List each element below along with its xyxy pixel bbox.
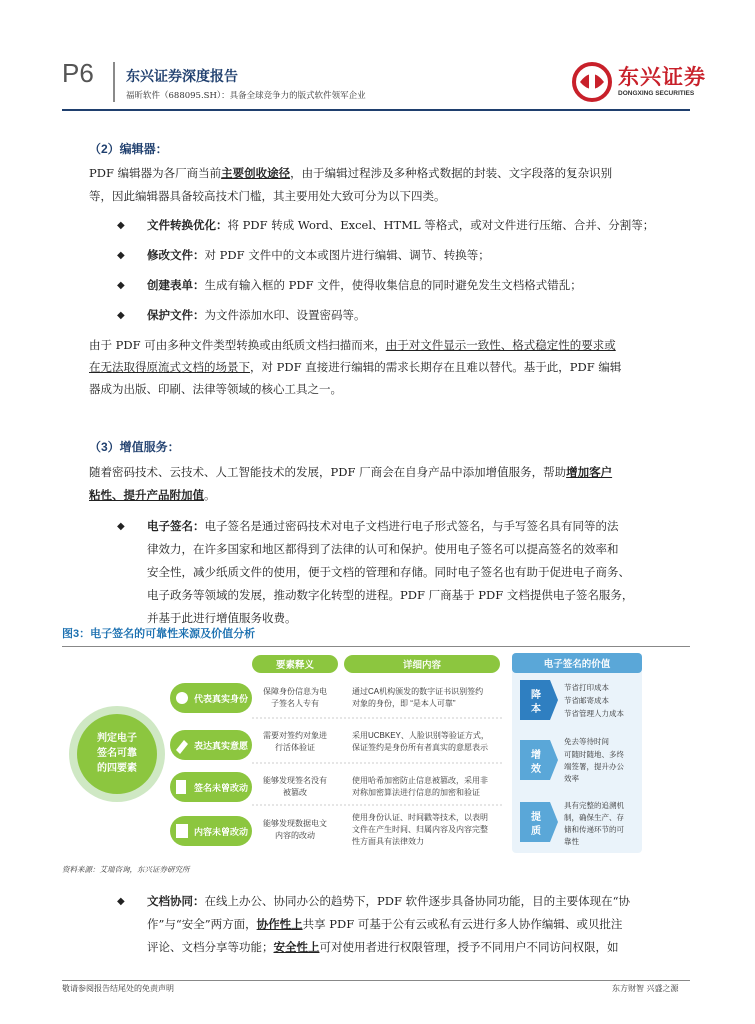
row-1-detail-2: 对象的身份，即 “是本人可靠” <box>352 699 456 708</box>
row-4-detail-2: 文件在产生时间、归属内容及内容完整 <box>352 825 488 834</box>
section2-heading: （2）编辑器： <box>89 142 168 156</box>
header-divider <box>113 62 115 102</box>
logo-cn: 东兴证券 <box>618 66 706 89</box>
row-2-detail-2: 保证签约是身份所有者真实的意愿表示 <box>352 743 488 752</box>
bullet-icon: ◆ <box>117 250 125 261</box>
footer-disclaimer: 敬请参阅报告结尾处的免责声明 <box>62 984 174 993</box>
section2-outro-line2: 在无法取得原流式文档的场景下，对 PDF 直接进行编辑的需求长期存在且难以替代。基于此，PDF 编辑 <box>89 360 622 374</box>
footer-slogan: 东方财智 兴盛之源 <box>612 984 679 993</box>
row-2-detail-1: 采用UCBKEY、人脸识别等验证方式， <box>352 731 489 740</box>
content-icon <box>176 824 188 838</box>
esign-line5: 并基于此进行增值服务收费。 <box>147 611 297 625</box>
report-subtitle: 福昕软件（688095.SH）：具备全球竞争力的版式软件领军企业 <box>126 91 366 101</box>
value-2-item-4: 效率 <box>564 774 579 783</box>
row-3-detail-1: 使用哈希加密防止信息被篡改，采用非 <box>352 776 488 785</box>
row-3-detail-2: 对称加密算法进行信息的加密和验证 <box>352 788 480 797</box>
row-4 <box>170 812 488 846</box>
value-2-badge-2: 效 <box>531 764 541 775</box>
row-3-def-2: 被篡改 <box>283 788 307 797</box>
section2-outro-line3: 器成为出版、印刷、法律等领域的核心工具之一。 <box>89 382 342 396</box>
row-4-def-1: 能够发现数据电文 <box>263 819 327 828</box>
row-3-def-1: 能够发现签名没有 <box>263 776 327 785</box>
bullet-icon: ◆ <box>117 220 125 231</box>
section2-outro-line1: 由于 PDF 可由多种文件类型转换或由纸质文档扫描而来，由于对文件显示一致性、格式稳定性的要求或 <box>89 338 616 352</box>
col-head-3: 电子签名的价值 <box>543 659 611 670</box>
row-3-name: 签名未曾改动 <box>194 783 249 793</box>
section2-intro-line2: 等，因此编辑器具备较高技术门槛，其主要用处大致可分为以下四类。 <box>89 189 446 203</box>
esign-diagram <box>62 650 690 858</box>
value-3-item-3: 储和传递环节的可 <box>564 825 624 834</box>
value-2-item-3: 端签署，提升办公 <box>564 762 624 771</box>
row-2-def-1: 需要对签约对象进 <box>263 731 327 740</box>
bullet-icon: ◆ <box>117 310 125 321</box>
figure-rule <box>62 646 690 647</box>
page-number: P6 <box>62 58 94 88</box>
row-4-name: 内容未曾改动 <box>194 827 249 837</box>
row-2 <box>170 730 502 763</box>
row-1-detail-1: 通过CA机构颁发的数字证书识别签约 <box>352 687 484 696</box>
col-head-1: 要素释义 <box>275 660 315 671</box>
value-1-badge-2: 本 <box>531 704 541 715</box>
row-3 <box>170 772 502 805</box>
value-1-item-3: 节省管理人力成本 <box>564 709 624 718</box>
section2-intro-line1: PDF 编辑器为各厂商当前主要创收途径，由于编辑过程涉及多种格式数据的封装、文字段落的复杂识别 <box>89 166 613 180</box>
value-3-badge-1: 提 <box>531 812 541 823</box>
value-3-item-4: 靠性 <box>564 837 579 846</box>
bullet-icon: ◆ <box>117 896 125 907</box>
bullet-item: 修改文件：对 PDF 文件中的文本或图片进行编辑、调节、转换等； <box>147 248 490 262</box>
collab-line1: 文档协同：在线上办公、协同办公的趋势下，PDF 软件逐步具备协同功能，目的主要体现在“协 <box>147 894 630 908</box>
bullet-icon: ◆ <box>117 280 125 291</box>
esign-line1: 电子签名：电子签名是通过密码技术对电子文档进行电子形式签名，与手写签名具有同等的法 <box>147 519 619 533</box>
value-2-badge-1: 增 <box>531 750 541 761</box>
center-label-2: 签名可靠 <box>97 748 137 759</box>
value-1-badge-1: 降 <box>531 690 541 701</box>
esign-line4: 电子政务等领域的发展，推动数字化转型的进程。PDF 厂商基于 PDF 文档提供电子签名服务， <box>147 588 634 602</box>
row-1-def-2: 子签名人专有 <box>271 699 319 708</box>
section3-heading: （3）增值服务： <box>89 440 180 454</box>
value-1-item-1: 节省打印成本 <box>564 683 609 692</box>
row-1-name: 代表真实身份 <box>194 694 249 704</box>
collab-line3: 评论、文档分享等功能；安全性上可对使用者进行权限管理，授予不同用户不同访问权限，如 <box>147 940 619 954</box>
logo-en: DONGXING SECURITIES <box>618 90 695 97</box>
collab-line2: 作”与“安全”两方面，协作性上共享 PDF 可基于公有云或私有云进行多人协作编辑、或贝批注 <box>147 917 623 931</box>
row-1 <box>170 683 502 718</box>
row-4-detail-3: 性方面具有法律效力 <box>352 837 424 846</box>
footer-rule <box>62 980 690 981</box>
value-1-item-2: 节省邮寄成本 <box>564 696 609 705</box>
row-2-name: 表达真实意愿 <box>194 741 249 751</box>
col-head-2: 详细内容 <box>402 660 442 671</box>
figure-source: 资料来源：艾瑞咨询，东兴证券研究所 <box>62 865 190 874</box>
bullet-icon: ◆ <box>117 521 125 532</box>
row-4-def-2: 内容的改动 <box>275 831 315 840</box>
bullet-item: 保护文件：为文件添加水印、设置密码等。 <box>147 308 366 322</box>
section3-intro-line1: 随着密码技术、云技术、人工智能技术的发展，PDF 厂商会在自身产品中添加增值服务，帮助增加客户 <box>89 465 613 479</box>
report-title: 东兴证券深度报告 <box>126 68 238 84</box>
figure-title: 图3：电子签名的可靠性来源及价值分析 <box>62 628 256 640</box>
center-label-1: 判定电子 <box>97 733 137 744</box>
bullet-item: 创建表单：生成有输入框的 PDF 文件，使得收集信息的同时避免发生文档格式错乱； <box>147 278 582 292</box>
value-2-item-2: 可随时随地、多终 <box>564 750 624 759</box>
bullet-item: 文件转换优化：将 PDF 转成 Word、Excel、HTML 等格式，或对文件进行压缩、合并、分割等； <box>147 218 655 232</box>
value-2-item-1: 免去等待时间 <box>564 737 609 746</box>
esign-line3: 安全性，减少纸质文件的使用，便于文档的管理和存储。同时电子签名也有助于促进电子商务、 <box>147 565 630 579</box>
value-3-badge-2: 质 <box>531 826 541 837</box>
row-2-def-2: 行活体验证 <box>275 743 315 752</box>
row-4-detail-1: 使用身份认证、时间戳等技术，以表明 <box>352 813 488 822</box>
person-icon <box>176 692 188 704</box>
section3-intro-line2: 粘性、提升产品附加值。 <box>89 488 216 502</box>
document-icon <box>176 780 186 794</box>
row-1-def-1: 保障身份信息为电 <box>263 687 327 696</box>
value-3-item-2: 制，确保生产、存 <box>564 813 624 822</box>
value-3-item-1: 具有完整的追溯机 <box>564 801 624 810</box>
value-1 <box>520 680 624 720</box>
esign-line2: 律效力，在许多国家和地区都得到了法律的认可和保护。使用电子签名可以提高签名的效率和 <box>147 542 619 556</box>
header-rule <box>62 109 690 111</box>
center-label-3: 的四要素 <box>97 763 137 774</box>
